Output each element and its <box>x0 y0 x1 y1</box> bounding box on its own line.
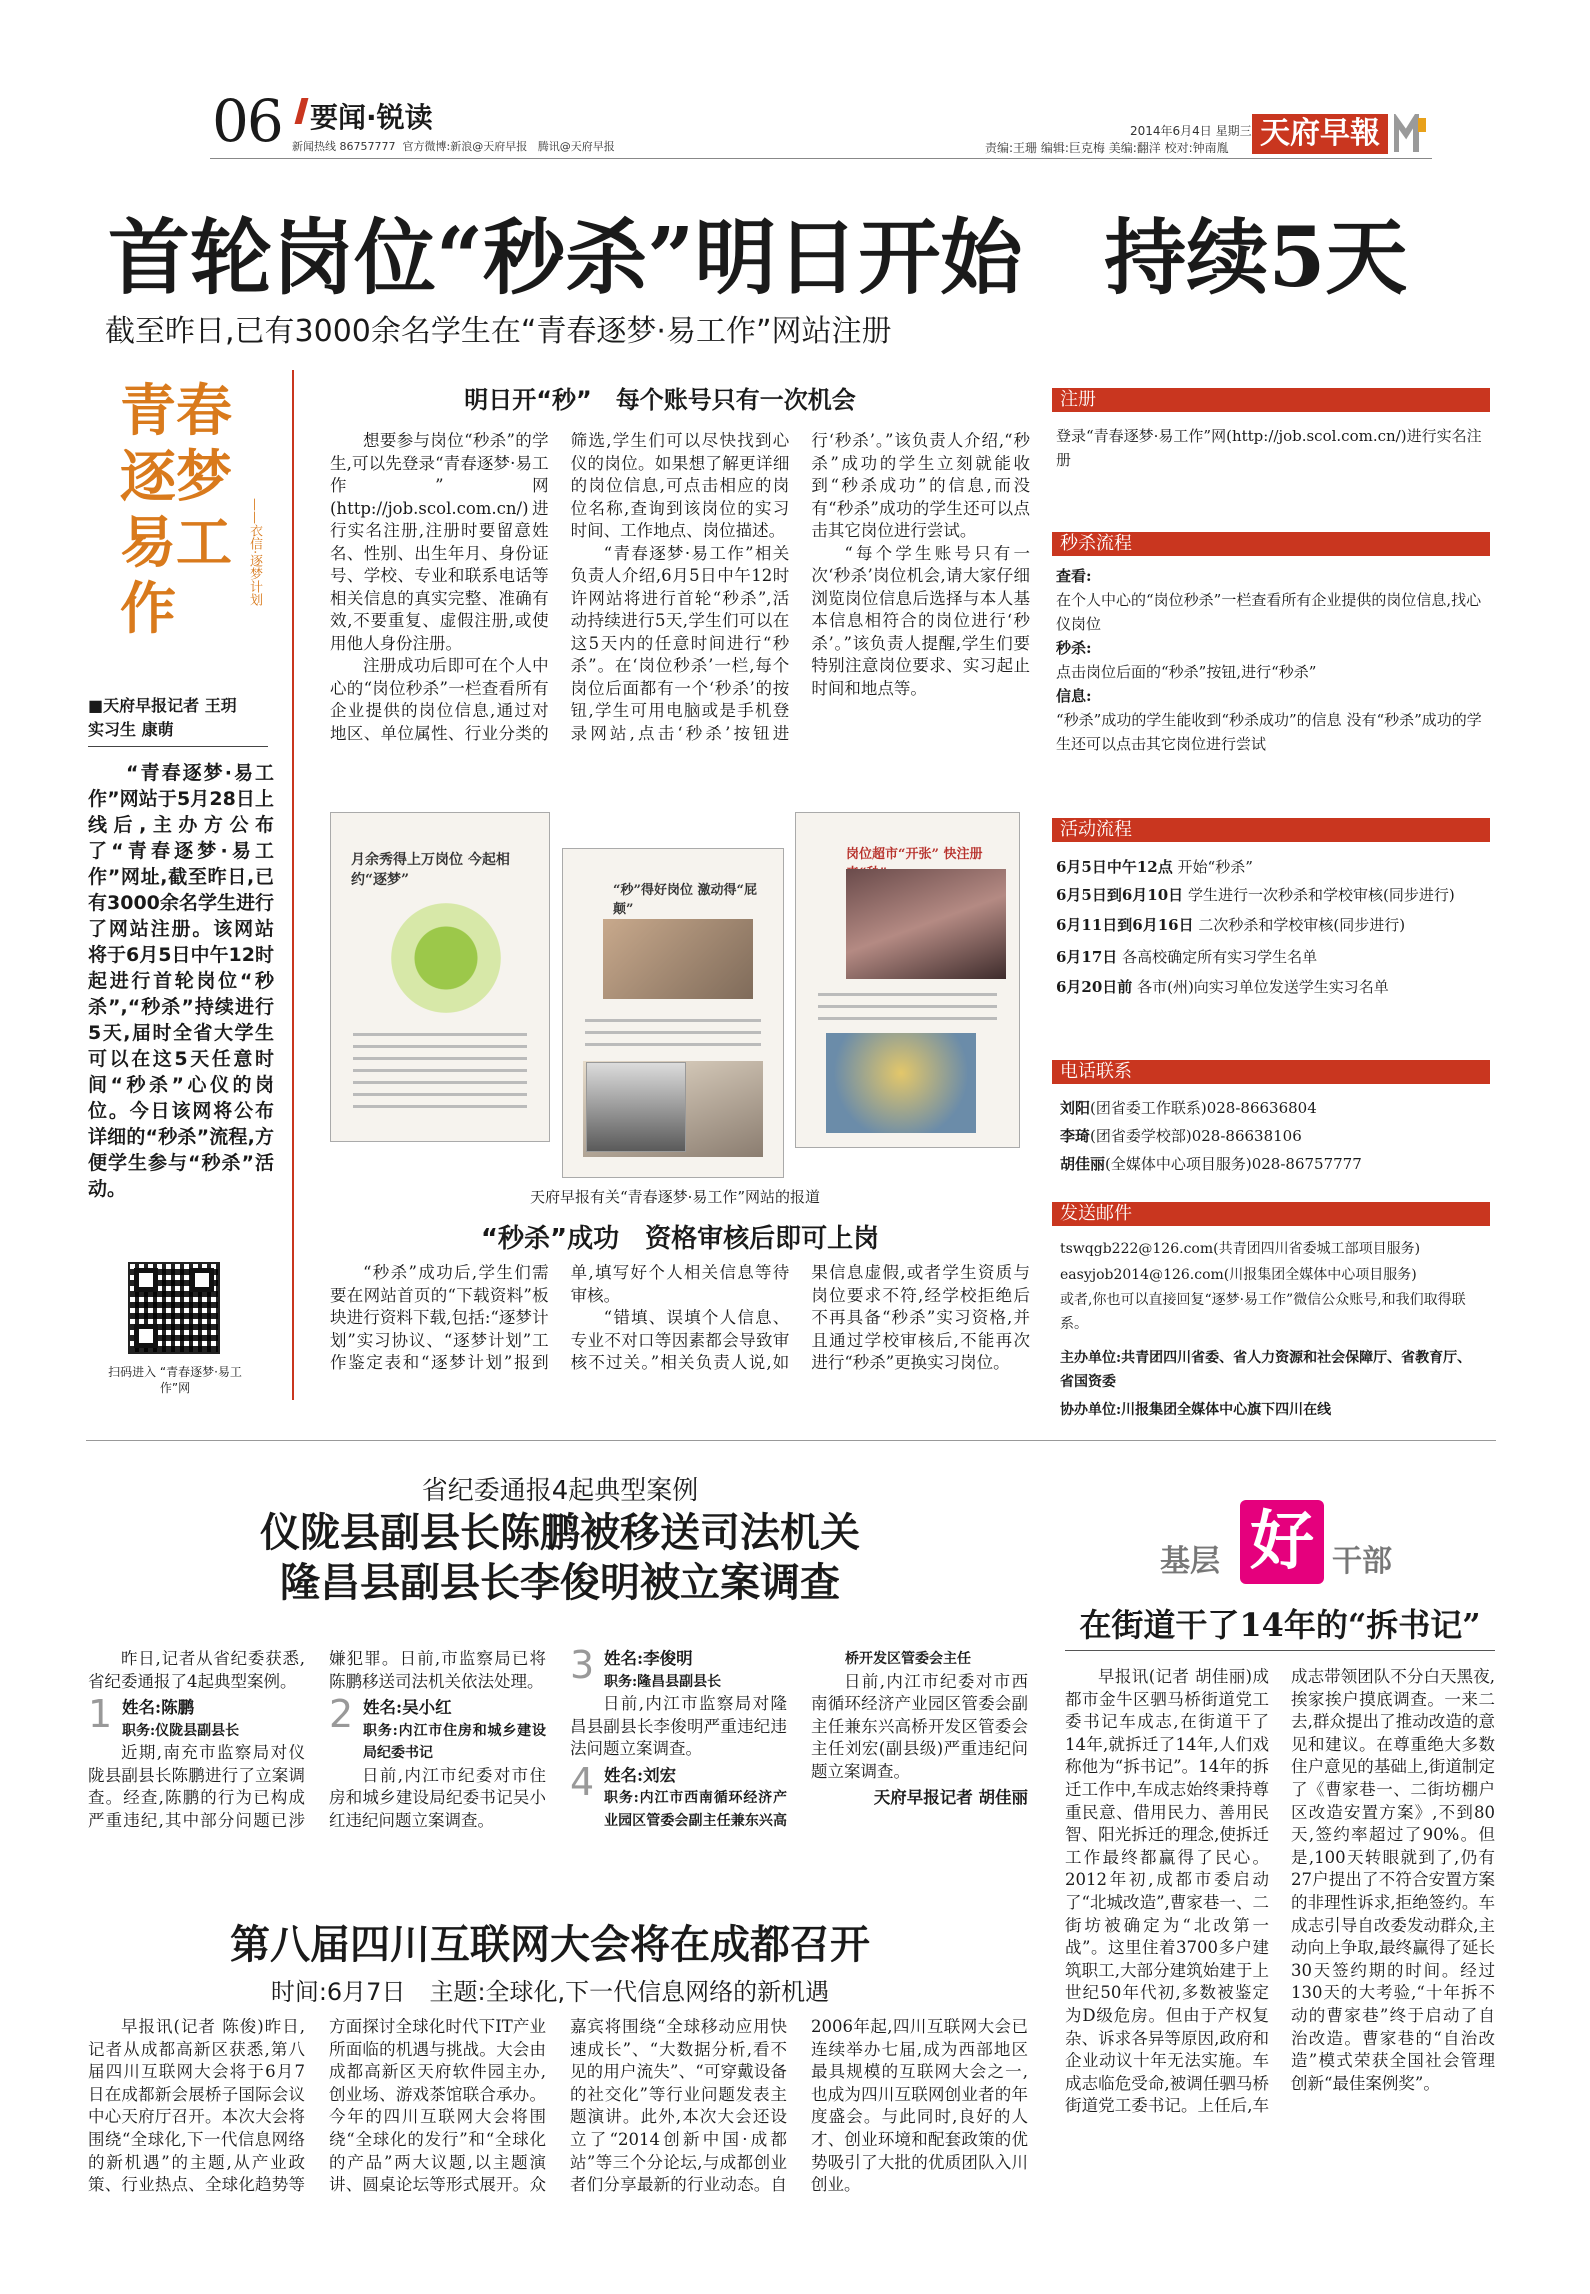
campaign-logo-sub: ——衣信·逐梦计划 <box>247 498 262 607</box>
case-kicker: 省纪委通报4起典型案例 <box>421 1476 699 1506</box>
tencent: 腾讯@天府早报 <box>537 140 615 153</box>
thumb-photo-speaker <box>586 1062 686 1152</box>
brand-mark-icon <box>1394 114 1428 154</box>
case-item: 2 姓名:吴小红 职务:内江市住房和城乡建设局纪委书记 <box>329 1692 546 1761</box>
flow-item: 秒杀: 点击岗位后面的“秒杀”按钮,进行“秒杀” <box>1056 639 1317 681</box>
lead-intro: “青春逐梦·易工作”网站于5月28日上线后,主办方公布了“青春逐梦·易工作”网址,截至昨日,已有3000余名学生进行了网站注册。该网站将于6月5日中午12时起进行首轮岗位“秒杀”,“秒杀”持续进行5天,届时全省大学生可以在这5天任意时间“秒杀”心仪的岗位。今日该网将公布详细的“秒杀”流程,方便学生参与“秒杀”活动。 <box>88 762 274 1200</box>
section-accent <box>295 98 309 124</box>
photo-caption: 天府早报有关“青春逐梦·易工作”网站的报道 <box>529 1188 821 1206</box>
thumb-tree <box>391 903 501 1013</box>
register-text: 登录“青春逐梦·易工作”网(http://job.scol.com.cn/)进行实名注册 <box>1056 427 1482 469</box>
phone-header: 电话联系 <box>1052 1060 1490 1084</box>
flow-header: 秒杀流程 <box>1052 532 1490 556</box>
report-thumbnail <box>330 812 550 1142</box>
activity-item: 6月5日到6月10日 学生进行一次秒杀和学校审核(同步进行) <box>1056 886 1455 904</box>
qr-code[interactable] <box>128 1262 220 1354</box>
header-contacts <box>292 138 615 154</box>
thumb-photo <box>603 919 753 999</box>
badge-mid: 好 <box>1240 1500 1324 1584</box>
activity-list <box>1052 842 1490 1060</box>
sidebar <box>1052 388 1490 1432</box>
weibo: 官方微博:新浪@天府早报 <box>402 140 528 153</box>
email-list <box>1052 1226 1490 1432</box>
internet-body: 早报讯(记者 陈俊)昨日,记者从成都高新区获悉,第八届四川互联网大会将于6月7日在成都新会展桥子国际会议中心天府厅召开。本次大会将围绕“全球化,下一代信息网络的新机遇”的主题,从产业政策、行业热点、全球化趋势等方面探讨全球化时代下IT产业所面临的机遇与挑战。大会由成都高新区天府软件园主办,创业场、游戏茶馆联合承办。今年的四川互联网大会将围绕“全球化的发行”和“全球化的产品”两大议题,以主题演讲、圆桌论坛等形式展开。众嘉宾将围绕“全球移动应用快速成长”、“大数据分析,看不见的用户流失”、“可穿戴设备的社交化”等行业问题发表主题演讲。此外,本次大会还设立了“2014创新中国·成都站”等三个分论坛,与成都创业者们分享最新的行业动态。自2006年起,四川互联网大会已连续举办七届,成为西部地区最具规模的互联网大会之一,也成为四川互联网创业者的年度盛会。与此同时,良好的人才、创业环境和配套政策的优势吸引了大批的优质团队入川创业。 <box>88 2017 1028 2195</box>
activity-item: 6月11日到6月16日 二次秒杀和学校审核(同步进行) <box>1056 916 1406 934</box>
page-number: 06 <box>212 87 282 155</box>
grassroots-body: 早报讯(记者 胡佳丽)成都市金牛区驷马桥街道党工委书记车成志,在街道干了14年,就拆迁了14年,人们戏称他为“拆书记”。14年的拆迁工作中,车成志始终秉持尊重民意、借用民力、善用民智、阳光拆迁的理念,使拆迁工作最终都赢得了民心。2012年初,成都市委启动了“北城改造”,曹家巷一、二街坊被确定为“北改第一战”。这里住着3700多户建筑职工,大部分建筑始建于上世纪50年代初,多数被鉴定为D级危房。但由于产权复杂、诉求各异等原因,政府和企业动议十年无法实施。车成志临危受命,被调任驷马桥街道党工委书记。上任后,车成志带领团队不分白天黑夜,挨家挨户摸底调查。一来二去,群众提出了推动改造的意见和建议。在尊重绝大多数住户意见的基础上,街道制定了《曹家巷一、二街坊棚户区改造安置方案》,不到80天,签约率超过了90%。但是,100天转眼就到了,仍有27户提出了不符合安置方案的非理性诉求,拒绝签约。车成志引导自改委发动群众,主动向上争取,最终赢得了延长30天签约期的时间。经过130天的大考验,“十年拆不动的曹家巷”终于启动了自治改造。曹家巷的“自治改造”模式荣获全国社会管理创新“最佳案例奖”。 <box>1065 1667 1495 2116</box>
case-item-text: 日前,内江市监察局对隆昌县副县长李俊明严重违纪违法问题立案调查。 <box>570 1694 787 1758</box>
grassroots-rule <box>1065 1650 1495 1651</box>
header-rule <box>210 158 1432 159</box>
email-item[interactable]: easyjob2014@126.com(川报集团全媒体中心项目服务) <box>1060 1267 1417 1283</box>
sub2-p1: “秒杀”成功后,学生们需要在网站首页的“下载资料”板块进行资料下载,包括:“逐梦计划”实习协议、“逐梦计划”工作鉴定表和“逐梦计划”报到单,填写好个人相关信息等待审核。 <box>330 1263 790 1372</box>
case-byline: 天府早报记者 胡佳丽 <box>873 1788 1028 1807</box>
case-title-1: 仪陇县副县长陈鹏被移送司法机关 <box>260 1509 860 1556</box>
grassroots-badge <box>1160 1500 1420 1590</box>
section-separator <box>86 1440 1496 1441</box>
qr-corner <box>134 1324 158 1348</box>
lead-byline: ■天府早报记者 王玥 实习生 康萌 <box>88 696 237 739</box>
case-item: 4 姓名:刘宏 职务:内江市西南循环经济产业园区管委会副主任兼东兴高桥开发区管委会主任 <box>570 1651 971 1829</box>
section-title: 要闻·锐读 <box>310 101 433 134</box>
thumb-title: 岗位超市“开张” 快注册 <box>846 847 983 862</box>
campaign-logo <box>120 378 280 698</box>
qr-corner <box>134 1268 158 1292</box>
lead-headline: 首轮岗位“秒杀”明日开始 持续5天 <box>108 210 1408 306</box>
case-item-text: 日前,内江市纪委对市住房和城乡建设局纪委书记吴小红违纪问题立案调查。 <box>329 1765 546 1830</box>
header-date: 2014年6月4日 星期三 <box>1130 124 1252 138</box>
sub1-title: 明日开“秒” 每个账号只有一次机会 <box>464 386 856 414</box>
qr-caption: 扫码进入 “青春逐梦·易工作”网 <box>108 1365 242 1395</box>
case-intro: 昨日,记者从省纪委获悉,省纪委通报了4起典型案例。 <box>88 1649 305 1691</box>
flow-list <box>1052 556 1490 818</box>
sub1-body <box>330 430 1030 800</box>
campaign-logo-text: 青春逐梦易工作 <box>120 378 232 642</box>
internet-subtitle: 时间:6月7日 主题:全球化,下一代信息网络的新机遇 <box>270 1978 830 2006</box>
case-body <box>88 1643 1028 1884</box>
email-note: 或者,你也可以直接回复“逐梦·易工作”微信公众账号,和我们取得联系。 <box>1060 1292 1466 1332</box>
hotline: 新闻热线 86757777 <box>292 140 396 153</box>
register-header: 注册 <box>1052 388 1490 412</box>
case-item: 1 姓名:陈鹏 职务:仪陇县副县长 <box>88 1692 240 1739</box>
qr-corner <box>190 1268 214 1292</box>
byline-rule <box>88 746 268 747</box>
grassroots-title: 在街道干了14年的“拆书记” <box>1079 1606 1481 1644</box>
sub2-title: “秒杀”成功 资格审核后即可上岗 <box>480 1224 880 1254</box>
case-title-2: 隆昌县副县长李俊明被立案调查 <box>280 1559 840 1606</box>
phone-item: 李琦(团省委学校部)028-86638106 <box>1060 1127 1302 1145</box>
sub1-p1: 想要参与岗位“秒杀”的学生,可以先登录“青春逐梦·易工作”网(http://job.scol.com.cn/)进行实名注册,注册时要留意姓名、性别、出生年月、身份证号、学校、专业和联系电话等相关信息的真实完整、准确有效,不要重复、虚假注册,或使用他人身份注册。 <box>330 431 549 653</box>
sub1-p3: “青春逐梦·易工作”相关负责人介绍,6月5日中午12时许网站将进行首轮“秒杀”,活动持续进行5天,学生们可以在这5天内的任意时间进行“秒杀”。在‘岗位秒杀’一栏,每个岗位后面都有一个‘秒杀’的按钮,学生可用电脑或是手机登录网站,点击‘秒杀’按钮进行‘秒杀’。”该负责人介绍,“秒杀”成功的学生立刻就能收到“秒杀成功”的信息,而没有“秒杀”成功的学生还可以点击其它岗位进行尝试。 <box>570 431 1030 743</box>
flow-item: 信息: “秒杀”成功的学生能收到“秒杀成功”的信息 没有“秒杀”成功的学生还可以点击其它岗位进行尝试 <box>1056 687 1482 753</box>
activity-item: 6月17日 各高校确定所有实习学生名单 <box>1056 948 1318 966</box>
sub1-p2: 注册成功后即可在个人中心的“岗位秒杀”一栏查看所有企业提供的岗位信息,通过对地区、单位属性、行业分类的筛选,学生们可以尽快找到心仪的岗位。如果想了解更详细的岗位信息,可点击相应的岗位名称,查询到该岗位的实习时间、工作地点、岗位描述。 <box>330 431 790 743</box>
phone-item: 刘阳(团省委工作联系)028-86636804 <box>1060 1099 1317 1117</box>
phone-item: 胡佳丽(全媒体中心项目服务)028-86757777 <box>1060 1155 1362 1173</box>
thumb-title: “秒”得好岗位 激动得“屁颠” <box>613 883 757 917</box>
sub1-p4: “每个学生账号只有一次‘秒杀’岗位机会,请大家仔细浏览岗位信息后选择与本人基本信息相符合的岗位进行‘秒杀’。”该负责人提醒,学生们要特别注意岗位要求、实习起止时间和地点等。 <box>811 543 1030 698</box>
column-divider <box>292 370 294 1400</box>
case-item-text: 日前,内江市纪委对市西南循环经济产业园区管委会副主任兼东兴高桥开发区管委会主任刘宏(副县级)严重违纪问题立案调查。 <box>811 1671 1028 1781</box>
thumb-photo <box>846 869 1006 979</box>
badge-right: 干部 <box>1332 1544 1392 1579</box>
activity-header: 活动流程 <box>1052 818 1490 842</box>
activity-item: 6月5日中午12点 开始“秒杀” <box>1056 858 1253 876</box>
case-item: 3 姓名:李俊明 职务:隆昌县副县长 <box>570 1643 722 1690</box>
email-item[interactable]: tswqgb222@126.com(共青团四川省委城工部项目服务) <box>1060 1241 1421 1257</box>
report-thumbnail <box>795 812 1020 1148</box>
internet-title: 第八届四川互联网大会将在成都召开 <box>230 1921 870 1968</box>
lead-subheadline: 截至昨日,已有3000余名学生在“青春逐梦·易工作”网站注册 <box>105 314 892 349</box>
phone-list <box>1052 1084 1490 1202</box>
header-editors: 责编:王珊 编辑:巨克梅 美编:翻洋 校对:钟南胤 <box>985 141 1229 155</box>
email-header: 发送邮件 <box>1052 1202 1490 1226</box>
activity-item: 6月20日前 各市(州)向实习单位发送学生实习名单 <box>1056 978 1389 996</box>
badge-left: 基层 <box>1160 1544 1220 1579</box>
brand-logo: 天府早報 <box>1252 114 1388 154</box>
thumb-photo <box>826 1033 976 1133</box>
sub2-body <box>330 1262 1030 1412</box>
thumb-title: 月余秀得上万岗位 今起相约“逐梦” <box>351 852 510 888</box>
flow-item: 查看: 在个人中心的“岗位秒杀”一栏查看所有企业提供的岗位信息,找心仪岗位 <box>1056 567 1482 633</box>
co-host-units: 协办单位:川报集团全媒体中心旗下四川在线 <box>1060 1402 1332 1418</box>
case-item-text: 近期,南充市监察局对仪陇县副县长陈鹏进行了立案调查。经查,陈鹏的行为已构成严重违纪,其中部分问题已涉嫌犯罪。日前,市监察局已将陈鹏移送司法机关依法处理。 <box>88 1649 546 1830</box>
sub2-p2: “错填、误填个人信息、专业不对口等因素都会导致审核不过关。”相关负责人说,如果信息虚假,或者学生资质与岗位要求不符,经学校拒绝后不再具备“秒杀”实习资格,并且通过学校审核后,不能再次进行“秒杀”更换实习岗位。 <box>570 1263 1030 1372</box>
host-units: 主办单位:共青团四川省委、省人力资源和社会保障厅、省教育厅、省国资委 <box>1060 1350 1472 1390</box>
